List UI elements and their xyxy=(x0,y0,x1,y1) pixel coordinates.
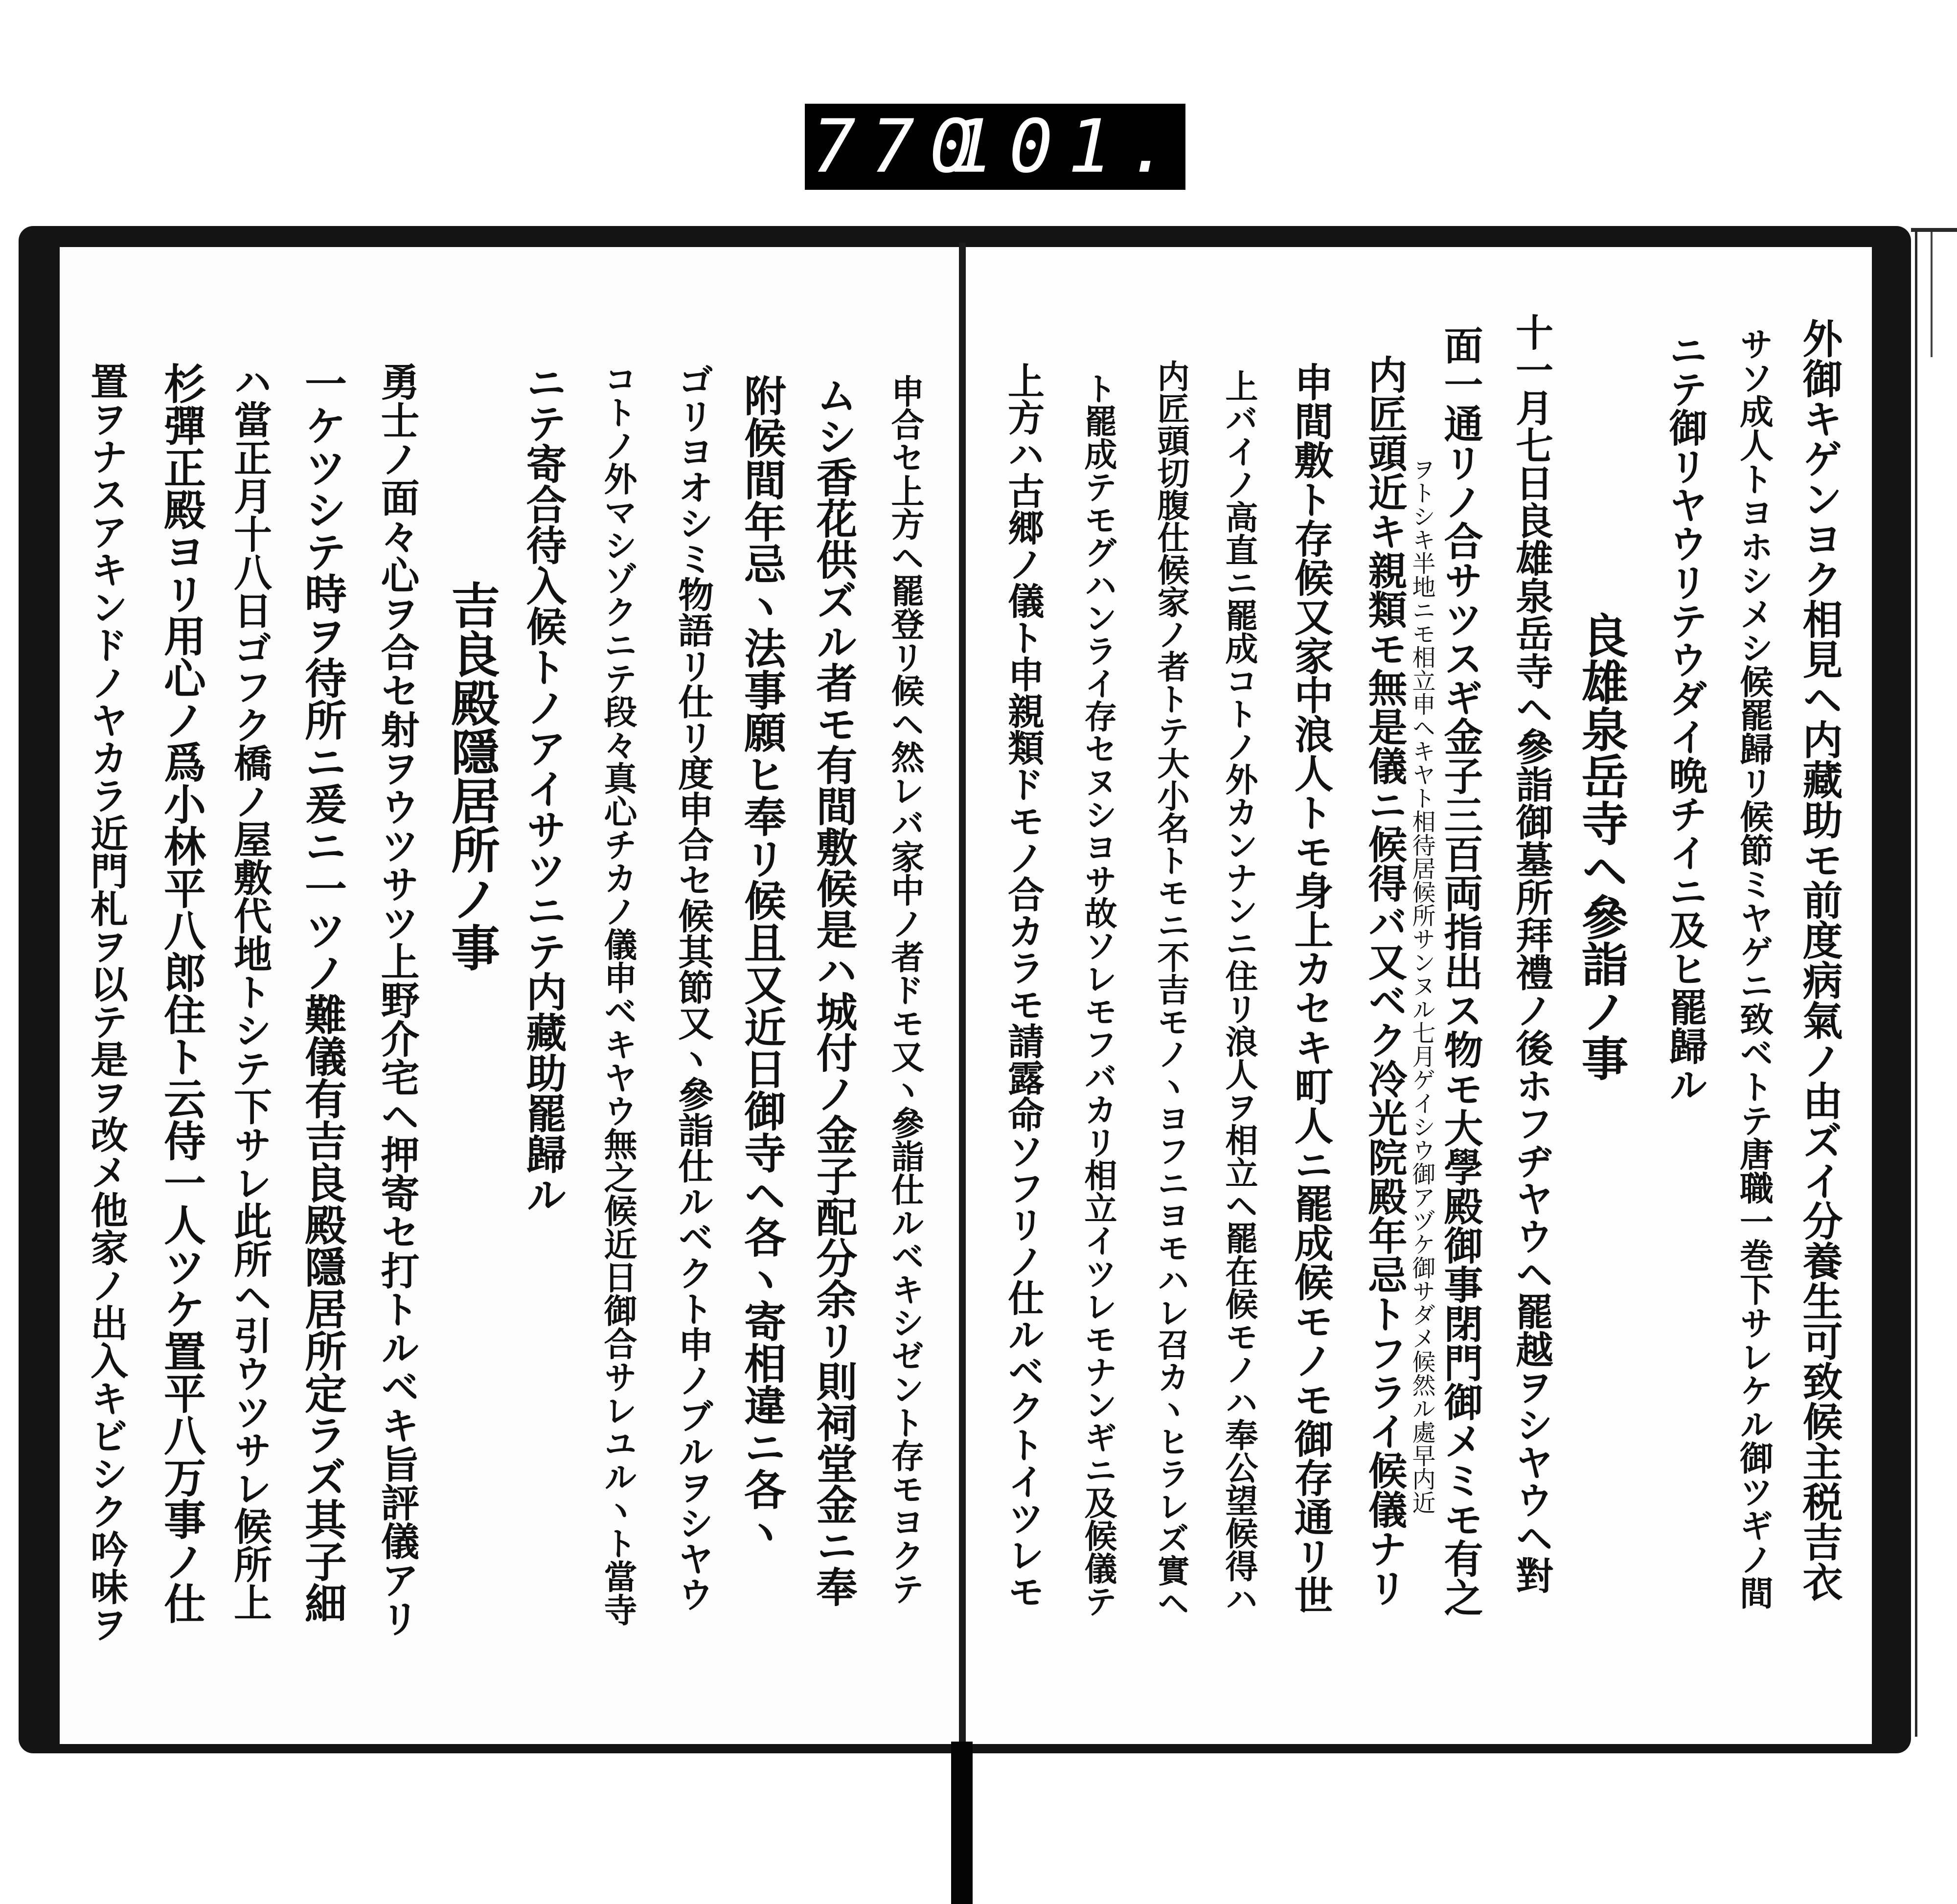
left-page-column: 杉彈正殿ヨリ用心ノ爲小林平八郎住ト云侍一人ツケ置平八万事ノ仕 xyxy=(157,362,206,1624)
right-page-column: ニテ御リヤウリテウダイ晩チイニ及ヒ罷歸ル xyxy=(1662,331,1708,1104)
left-page-column: コトノ外マシゾクニテ段々真心チカノ儀申ベキヤウ無之候近日御合サレユルヽト當寺 xyxy=(598,362,637,1626)
left-page-column: 置ヲナスアキンドノヤカラ近門札ヲ以テ是ヲ改メ他家ノ出入キビシク吟味ヲ xyxy=(84,362,128,1643)
left-page-column: 一ケツシテ時ヲ待所ニ爰ニ一ツノ難儀有吉良殿隱居所定ラズ其子細 xyxy=(297,362,347,1624)
right-page-column: ト罷成テモグハンライ存セヌシヨサ故ソレモフバカリ相立イツレモナンギニ及候儀テ xyxy=(1079,372,1118,1617)
right-page-column: 上方ハ古郷ノ儀ト申親類ドモノ合カラモ請露命ソフリノ仕ルベクトイツレモ xyxy=(1002,362,1045,1609)
interlinear-note: ヲトシキ半地ニモ相立申ヘキヤト相待居候所サンヌル七月ゲイシウ御アヅケ御サダメ候然ル處早内近 xyxy=(1408,457,1435,1514)
left-page-column: ハ當正月十八日ゴフク橋ノ屋敷代地トシテ下サレ此所ヘ引ウツサレ候所上 xyxy=(228,362,272,1621)
right-page-column: 十一月七日良雄泉岳寺ヘ參詣御墓所拜禮ノ後ホフヂヤウヘ罷越ヲシヤウヘ對 xyxy=(1509,313,1553,1594)
label-number-right: 101. xyxy=(950,104,1185,189)
right-page-column: 上バイノ高直ニ罷成コトノ外カンナンニ住リ浪人ヲ相立ヘ罷在候モノハ奉公望候得ハ xyxy=(1220,369,1259,1615)
left-page-column: 勇士ノ面々心ヲ合セ射ヲウツサツ上野介宅ヘ押寄セ打トルベキ旨評儀アリ xyxy=(374,362,420,1637)
page-stack-edge xyxy=(1931,230,1933,357)
page-stack-edge xyxy=(1915,230,1917,1737)
section-heading: 良雄泉岳寺ヘ參詣ノ事 xyxy=(1574,612,1629,1081)
left-page-column: 申合セ上方ヘ罷登リ候ヘ然レバ家中ノ者ドモ又ヽ參詣仕ルベキシゼント存モヨクテ xyxy=(886,374,925,1605)
book-gutter xyxy=(959,243,966,1748)
right-page-column: 内匠頭切腹仕候家ノ者トテ大小名トモニ不吉モノヽヨフニヨモハレ召カヽヒラレズ實ヘ xyxy=(1152,360,1190,1619)
right-page-column: 申間敷ト存候又家中浪人トモ身上カセキ町人ニ罷成候モノモ御存通リ世 xyxy=(1288,362,1334,1614)
left-page-column: ムシ香花供ズル者モ有間敷候是ハ城付ノ金子配分余リ則祠堂金ニ奉 xyxy=(810,374,858,1607)
left-page-column: ニテ寄合待入候トノアイサツニテ内藏助罷歸ル xyxy=(519,362,567,1215)
left-page-column: ゴリヨオシミ物語リ仕リ度申合セ候其節又ヽ參詣仕ルベクト申ノブルヲシヤウ xyxy=(672,362,714,1612)
section-heading: 吉良殿隱居所ノ事 xyxy=(443,580,501,972)
page-stack-edge xyxy=(1911,228,1957,232)
archive-label xyxy=(805,104,1185,190)
right-page-column: 内匠頭近キ親類モ無是儀ニ候得バ又ベク冷光院殿年忌トフライ候儀ナリ xyxy=(1362,355,1408,1607)
right-page-column: 外御キゲンヨク相見ヘ内藏助モ前度病氣ノ由ズイ分養生可致候主税吉衣 xyxy=(1796,318,1843,1602)
bookmark-string xyxy=(951,1742,973,1904)
right-page-column: 面一通リノ合サツスギ金子三百両指出ス物モ大學殿御事閉門御メミモ有之 xyxy=(1437,325,1483,1617)
left-page-column: 附候間年忌ヽ法事願ヒ奉リ候且又近日御寺ヘ各ヽ寄相違ニ各ヽ xyxy=(737,374,786,1552)
right-page-column: サソ成人トヨホシメシ候罷歸リ候節ミヤゲニ致ベトテ唐職一巻下サレケル御ツギノ間 xyxy=(1734,327,1774,1609)
label-number-left: 770 xyxy=(812,104,988,189)
